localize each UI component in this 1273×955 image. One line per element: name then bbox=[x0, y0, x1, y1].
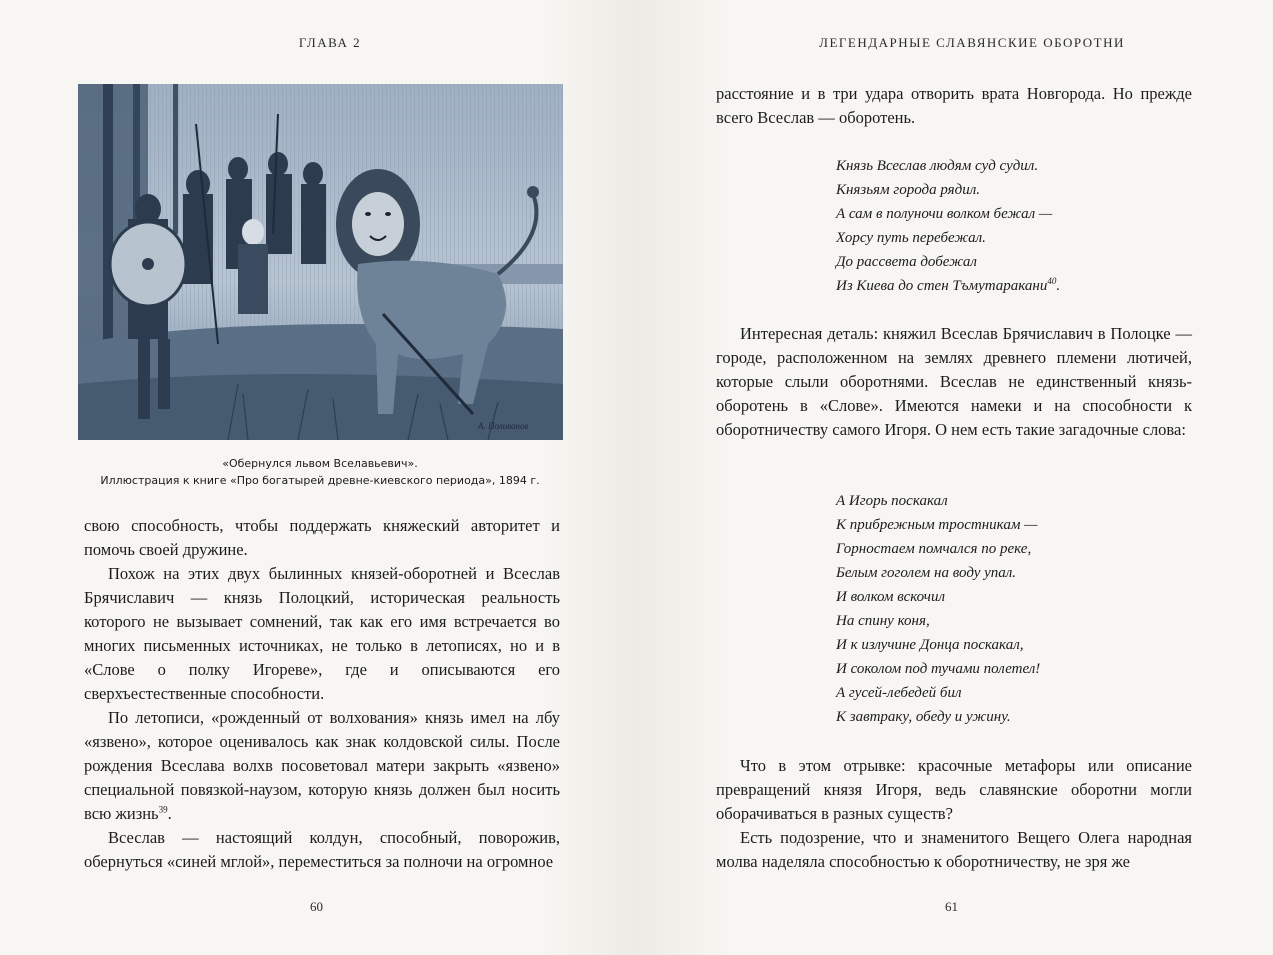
paragraph: свою способность, чтобы поддержать княжеский авторитет и помочь своей дружине. bbox=[84, 516, 560, 559]
running-head-right: ЛЕГЕНДАРНЫЕ СЛАВЯНСКИЕ ОБОРОТНИ bbox=[819, 35, 1125, 50]
paragraph: По летописи, «рожденный от волхования» князь имел на лбу «язвено», которое оценивалось как знак колдовской силы. После рождения Всеслава волхв посоветовал матери закрыть «язвено» специальной повязкой-наузом, которую князь должен был носить всю жизнь$^{39}$. bbox=[84, 708, 560, 823]
verse-line: К прибрежным тростникам — bbox=[836, 517, 1038, 533]
caption-line-2: Иллюстрация к книге «Про богатырей древне-киевского периода», 1894 г. bbox=[100, 474, 540, 487]
paragraph: Что в этом отрывке: красочные метафоры или описание превращений князя Игоря, ведь славянские оборотни могли оборачиваться в разных существ? bbox=[716, 756, 1192, 823]
verse-line: Горностаем помчался по реке, bbox=[836, 541, 1032, 557]
paragraph: Интересная деталь: княжил Всеслав Брячиславич в Полоцке — городе, расположенном на землях древнего племени лютичей, которые слыли оборотнями. Всеслав не единственный князь-оборотень в «Слове». Имеются намеки и на способности к оборотничеству самого Игоря. О нем есть такие загадочные слова: bbox=[716, 324, 1192, 439]
left-body-text bbox=[84, 514, 560, 874]
verse-line: И соколом под тучами полетел! bbox=[836, 661, 1041, 677]
paragraph: Всеслав — настоящий колдун, способный, поворожив, обернуться «синей мглой», переместиться за полночи на огромное bbox=[84, 828, 560, 871]
page-number-right: 61 bbox=[945, 899, 958, 914]
paragraph: Похож на этих двух былинных князей-оборотней и Всеслав Брячиславич — князь Полоцкий, историческая реальность которого не вызывает сомнений, так как его имя встречается во многих письменных источниках, не только в летописях, но и в «Слове о полку Игореве», где и описываются его сверхъестественные способности. bbox=[84, 564, 560, 703]
paragraph: расстояние и в три удара отворить врата Новгорода. Но прежде всего Всеслав — оборотень. bbox=[716, 84, 1192, 127]
verse-line: Хорсу путь перебежал. bbox=[836, 230, 986, 246]
paragraph-text: По летописи, «рожденный от волхования» князь имел на лбу «язвено», которое оценивалось как знак колдовской силы. После рождения Всеслава волхв посоветовал матери закрыть «язвено» специальной повязкой-наузом, которую князь должен был носить всю жизнь bbox=[84, 708, 560, 823]
running-head-left: ГЛАВА 2 bbox=[298, 35, 362, 50]
verse-line: К завтраку, обеду и ужину. bbox=[836, 709, 1011, 725]
verse-vseslav bbox=[836, 154, 1060, 298]
intro-text bbox=[716, 82, 1192, 130]
verse-line: А Игорь поскакал bbox=[836, 493, 948, 509]
verse-line: Белым гоголем на воду упал. bbox=[836, 565, 1017, 581]
verse-line: А гусей-лебедей бил bbox=[836, 685, 962, 701]
verse-line: До рассвета добежал bbox=[836, 254, 977, 270]
verse-line: И к излучине Донца поскакал, bbox=[836, 637, 1024, 653]
verse-line: И волком вскочил bbox=[836, 589, 945, 605]
left-page bbox=[0, 0, 636, 955]
verse-line: На спину коня, bbox=[836, 613, 930, 629]
closing-text bbox=[716, 754, 1192, 874]
verse-line: А сам в полуночи волком бежал — bbox=[836, 206, 1053, 222]
verse-igor bbox=[836, 489, 1040, 729]
artist-signature: А. Поливанов bbox=[478, 421, 529, 431]
paragraph: Есть подозрение, что и знаменитого Вещего Олега народная молва наделяла способностью к оборотничеству, не зря же bbox=[716, 828, 1192, 871]
footnote-ref[interactable]: 39 bbox=[158, 804, 168, 815]
verse-line: Князьям города рядил. bbox=[836, 182, 980, 198]
verse-line-text: Из Киева до стен Тъмутаракани bbox=[836, 278, 1048, 294]
right-page bbox=[636, 0, 1272, 955]
verse-line: Из Киева до стен Тъмутаракани$^{40}$. bbox=[836, 276, 1061, 294]
paragraph-interesting-detail bbox=[716, 322, 1192, 442]
page-number-left: 60 bbox=[310, 899, 323, 914]
illustration-lion-warriors bbox=[78, 84, 563, 440]
verse-line: Князь Всеслав людям суд судил. bbox=[836, 158, 1039, 174]
footnote-ref[interactable]: 40 bbox=[1047, 276, 1057, 286]
figure-caption bbox=[60, 455, 580, 489]
caption-line-1: «Обернулся львом Вселавьевич». bbox=[222, 457, 418, 470]
